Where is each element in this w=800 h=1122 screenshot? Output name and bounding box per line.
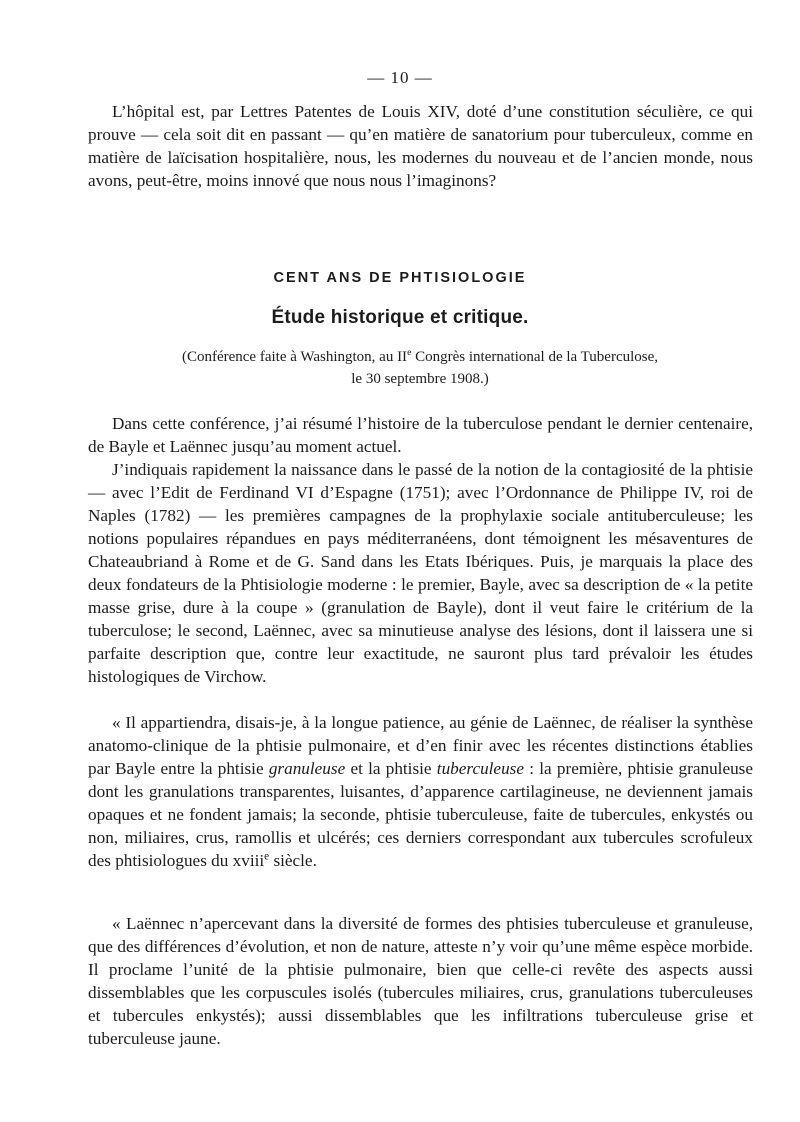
section-subtitle: Étude historique et critique. bbox=[271, 307, 529, 328]
intro-paragraph: L’hôpital est, par Lettres Patentes de Louis XIV, doté d’une constitution séculière, ce qui prouve — cela soit dit en passant — qu’en matière de sanatorium pour tuberculeux, comme en matière de laïcisation hospitalière, nous, les modernes du nouveau et de l’ancien monde, nous avons, peut-être, moins innové que nous nous l’imaginons? bbox=[88, 102, 753, 190]
conference-note-date: le 30 septembre 1908.) bbox=[351, 371, 489, 387]
paragraph-4-italic-granuleuse: granuleuse bbox=[268, 759, 346, 778]
conference-note-superscript: e bbox=[407, 347, 412, 358]
paragraph-4-italic-tuberculeuse: tuberculeuse bbox=[436, 759, 524, 778]
section-title: CENT ANS DE PHTISIOLOGIE bbox=[273, 270, 527, 286]
page-number: — 10 — bbox=[367, 68, 433, 87]
paragraph-4-part-c: : la première, phtisie granuleuse dont les granulations transparentes, luisantes, d’apparence cartilagineuse, ne deviennent jamais opaques et ne fondent jamais; la seconde, phtisie tuberculeuse, faite de tubercules, enkystés ou non, miliaires, crus, ramollis et ulcérés; ces derniers correspondant aux tubercules scrofuleux des phtisiologues du xviii bbox=[88, 759, 753, 870]
paragraph-4-part-b: et la phtisie bbox=[345, 759, 437, 778]
paragraph-4 bbox=[88, 711, 753, 872]
paragraph-4-superscript: e bbox=[264, 850, 270, 863]
conference-note bbox=[100, 346, 740, 368]
paragraph-2: Dans cette conférence, j’ai résumé l’histoire de la tuberculose pendant le dernier centenaire, de Bayle et Laënnec jusqu’au moment actuel. bbox=[88, 414, 753, 456]
paragraph-4-part-d: siècle. bbox=[269, 851, 317, 870]
paragraph-3: J’indiquais rapidement la naissance dans le passé de la notion de la contagiosité de la phtisie — avec l’Edit de Ferdinand VI d’Espagne (1751); avec l’Ordonnance de Philippe IV, roi de Naples (1782) — les premières campagnes de la prophylaxie sociale antituberculeuse; les notions populaires répandues en pays méditerranéens, dont témoignent les mésaventures de Chateaubriand à Rome et de G. Sand dans les Etats Ibériques. Puis, je marquais la place des deux fondateurs de la Phtisiologie moderne : le premier, Bayle, avec sa description de « la petite masse grise, dure à la coupe » (granulation de Bayle), dont il veut faire le critérium de la tuberculose; le second, Laënnec, avec sa minutieuse analyse des lésions, dont il laissera une si parfaite description que, contre leur exactitude, ne sauront plus tard prévaloir les études histologiques de Virchow. bbox=[88, 460, 753, 686]
conference-note-close: Congrès international de la Tuberculose, bbox=[411, 349, 659, 365]
conference-note-open: (Conférence faite à Washington, au II bbox=[181, 349, 408, 365]
paragraph-4-part-a: « Il appartiendra, disais-je, à la longue patience, au génie de Laënnec, de réaliser la synthèse anatomo-clinique de la phtisie pulmonaire, et d’en finir avec les récentes distinctions établies par Bayle entre la phtisie bbox=[88, 713, 753, 778]
paragraph-5: « Laënnec n’apercevant dans la diversité de formes des phtisies tuberculeuse et granuleuse, que des différences d’évolution, et non de nature, atteste n’y voir qu’une même espèce morbide. Il proclame l’unité de la phtisie pulmonaire, bien que celle-ci revête des aspects aussi dissemblables que les corpuscules isolés (tubercules miliaires, crus, granulations tuberculeuses et tubercules enkystés); aussi dissemblables que les infiltrations tuberculeuse grise et tuberculeuse jaune. bbox=[88, 914, 753, 1048]
